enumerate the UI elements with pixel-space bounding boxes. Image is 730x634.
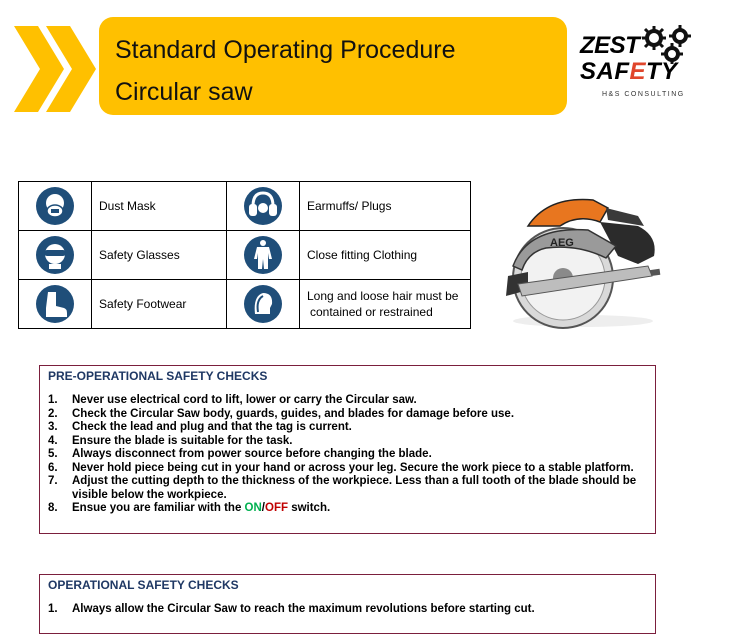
- ppe-row: [19, 231, 471, 280]
- chevron-arrows-icon: [14, 26, 100, 112]
- pre-operational-list: [48, 394, 652, 516]
- logo-zest-text: ZEST: [580, 32, 640, 59]
- ppe-row: [19, 182, 471, 231]
- ppe-label: Dust Mask: [99, 199, 156, 213]
- ppe-label: Earmuffs/ Plugs: [307, 199, 392, 213]
- list-item: 4. Ensure the blade is suitable for the task.: [48, 434, 293, 447]
- list-item: 7. Adjust the cutting depth to the thickness of the workpiece. Less than a full tooth of the blade should be visible below the workpiece.: [48, 475, 637, 501]
- logo-safety-text: SAFETY: [580, 58, 678, 85]
- pre-operational-section: [39, 365, 656, 534]
- operational-list: [48, 603, 652, 617]
- ppe-label: Safety Glasses: [99, 248, 180, 262]
- list-item: 3. Check the lead and plug and that the tag is current.: [48, 421, 352, 433]
- logo-subtitle: H&S CONSULTING: [602, 91, 685, 98]
- list-item: 6. Never hold piece being cut in your hand or across your leg. Secure the work piece to a stable platform.: [48, 461, 634, 474]
- earmuffs-icon: [243, 186, 283, 226]
- circular-saw-image: [488, 186, 678, 334]
- zest-safety-logo: [580, 24, 700, 104]
- hair-icon: [243, 284, 283, 324]
- list-item: 2. Check the Circular Saw body, guards, guides, and blades for damage before use.: [48, 407, 515, 420]
- ppe-label: Long and loose hair must be: [307, 289, 459, 303]
- ppe-label: Safety Footwear: [99, 297, 187, 311]
- safety-glasses-icon: [35, 235, 75, 275]
- ppe-label: Close fitting Clothing: [307, 248, 418, 262]
- list-item: 1. Never use electrical cord to lift, lower or carry the Circular saw.: [48, 394, 417, 406]
- page-subtitle: Circular saw: [115, 78, 253, 106]
- off-label: OFF: [265, 502, 288, 514]
- list-item: 5. Always disconnect from power source before changing the blade.: [48, 448, 432, 460]
- brand-label: AEG: [550, 237, 574, 249]
- coverall-icon: [243, 235, 283, 275]
- section-title: PRE-OPERATIONAL SAFETY CHECKS: [48, 369, 268, 383]
- dust-mask-icon: [35, 186, 75, 226]
- section-title: OPERATIONAL SAFETY CHECKS: [48, 578, 239, 592]
- safety-boot-icon: [35, 284, 75, 324]
- list-item: 1. Always allow the Circular Saw to reach the maximum revolutions before starting cut.: [48, 603, 535, 615]
- operational-section: [39, 574, 656, 634]
- ppe-table: [18, 181, 471, 329]
- page-title: Standard Operating Procedure: [115, 36, 456, 64]
- title-banner: [99, 17, 567, 115]
- ppe-label: contained or restrained: [310, 305, 433, 319]
- ppe-row: [19, 280, 471, 329]
- list-item: 8. Ensue you are familiar with the ON/OFF switch.: [48, 502, 331, 514]
- on-label: ON: [244, 502, 262, 514]
